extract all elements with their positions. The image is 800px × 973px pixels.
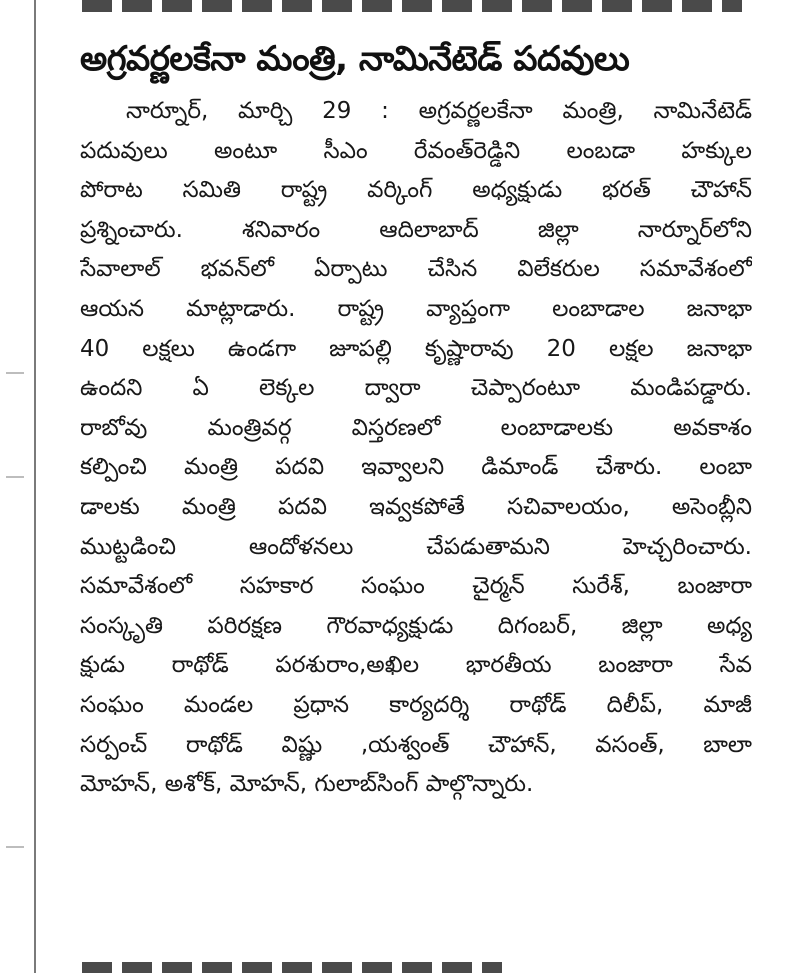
- news-article: [80, 30, 752, 805]
- cropped-text-bottom: [82, 962, 742, 973]
- body-line: ప్రశ్నించారు. శనివారం ఆదిలాబాద్ జిల్లా నార్నూర్‌లోని: [80, 216, 752, 243]
- body-line: డాలకు మంత్రి పదవి ఇవ్వకపోతే సచివాలయం, అసెంబ్లీని: [80, 493, 752, 520]
- column-rule: [34, 0, 36, 973]
- body-line: సర్పంచ్ రాథోడ్ విష్ణు ,యశ్వంత్ చౌహాన్, వసంత్, బాలా: [80, 731, 752, 758]
- body-line: రాబోవు మంత్రివర్గ విస్తరణలో లంబాడాలకు అవకాశం: [80, 414, 752, 441]
- body-line: పదువులు అంటూ సీఎం రేవంత్‌రెడ్డిని లంబడా హక్కుల: [80, 137, 752, 164]
- body-line: సంఘం మండల ప్రధాన కార్యదర్శి రాథోడ్ దిలీప్, మాజీ: [80, 691, 752, 718]
- body-line: ముట్టడించి ఆందోళనలు చేపడుతామని హెచ్చరించారు.: [80, 533, 752, 560]
- left-margin: [0, 0, 30, 973]
- body-line: మోహన్, అశోక్, మోహన్, గులాబ్‌సింగ్ పాల్గొన్నారు.: [80, 771, 534, 798]
- body-line: ఆయన మాట్లాడారు. రాష్ట్ర వ్యాప్తంగా లంబాడాల జనాభా: [80, 295, 752, 322]
- cropped-text-top: [82, 0, 742, 14]
- body-line: 40 లక్షలు ఉండగా జూపల్లి కృష్ణారావు 20 లక్షల జనాభా: [80, 335, 752, 362]
- margin-mark: [6, 372, 24, 374]
- body-line: క్షుడు రాథోడ్ పరశురాం,అఖిల భారతీయ బంజారా సేవ: [80, 652, 752, 679]
- headline: అగ్రవర్ణలకేనా మంత్రి, నామినేటెడ్ పదవులు: [80, 39, 630, 79]
- margin-mark: [6, 476, 24, 478]
- body-line: సంస్కృతి పరిరక్షణ గౌరవాధ్యక్షుడు దిగంబర్, జిల్లా అధ్య: [80, 612, 752, 639]
- margin-mark: [6, 846, 24, 848]
- body-line: కల్పించి మంత్రి పదవి ఇవ్వాలని డిమాండ్ చేశారు. లంబా: [80, 454, 752, 481]
- body-line: పోరాట సమితి రాష్ట్ర వర్కింగ్ అధ్యక్షుడు భరత్ చౌహాన్: [80, 177, 752, 204]
- body-line: సమావేశంలో సహకార సంఘం చైర్మన్ సురేశ్, బంజారా: [80, 573, 752, 600]
- body-line: సేవాలాల్ భవన్‌లో ఏర్పాటు చేసిన విలేకరుల సమావేశంలో: [80, 256, 752, 283]
- article-body: [80, 92, 752, 805]
- body-line: ఉందని ఏ లెక్కల ద్వారా చెప్పారంటూ మండిపడ్డారు.: [80, 375, 752, 402]
- body-line: నార్నూర్, మార్చి 29 : అగ్రవర్ణలకేనా మంత్రి, నామినేటెడ్: [126, 98, 752, 124]
